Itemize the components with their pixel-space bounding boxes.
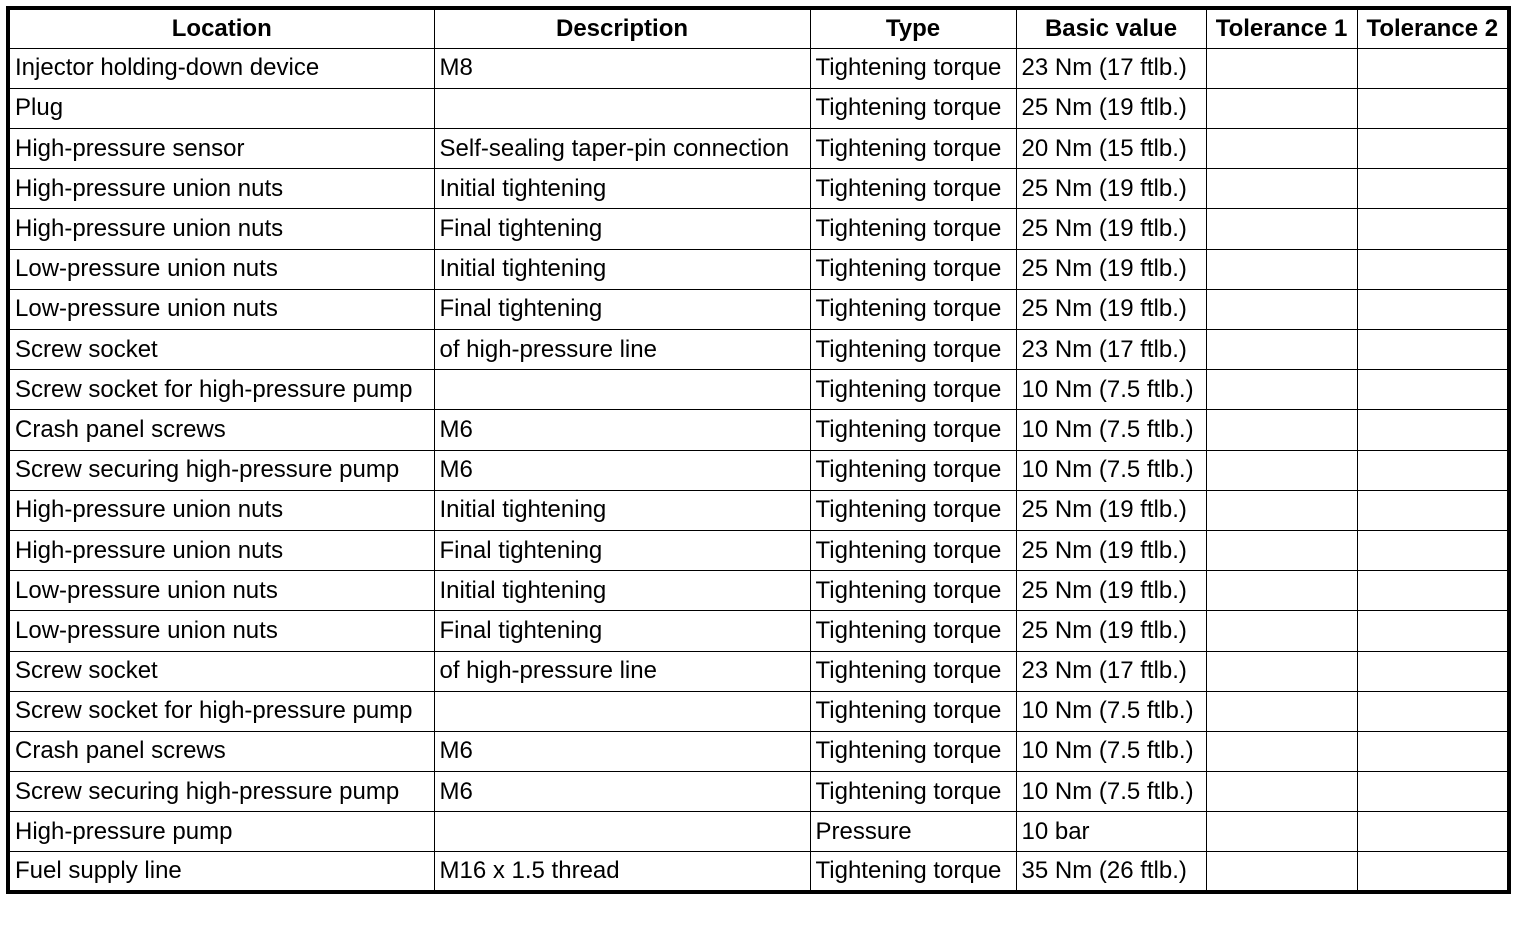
cell-type: Tightening torque — [810, 772, 1016, 812]
cell-type: Tightening torque — [810, 530, 1016, 570]
cell-tolerance-1 — [1206, 812, 1357, 852]
cell-basic-value: 25 Nm (19 ftlb.) — [1016, 530, 1206, 570]
cell-tolerance-1 — [1206, 651, 1357, 691]
cell-tolerance-1 — [1206, 731, 1357, 771]
cell-tolerance-2 — [1357, 209, 1509, 249]
cell-location: Crash panel screws — [8, 731, 434, 771]
cell-location: Low-pressure union nuts — [8, 611, 434, 651]
cell-description — [434, 88, 810, 128]
cell-tolerance-1 — [1206, 129, 1357, 169]
table-row — [8, 88, 1509, 128]
cell-description: Final tightening — [434, 611, 810, 651]
header-tolerance-1: Tolerance 1 — [1206, 8, 1357, 48]
cell-description: M8 — [434, 48, 810, 88]
cell-type: Tightening torque — [810, 169, 1016, 209]
cell-location: Low-pressure union nuts — [8, 289, 434, 329]
cell-location: Screw securing high-pressure pump — [8, 450, 434, 490]
cell-description: Self-sealing taper-pin connection — [434, 129, 810, 169]
cell-tolerance-1 — [1206, 330, 1357, 370]
cell-type: Tightening torque — [810, 731, 1016, 771]
cell-location: Plug — [8, 88, 434, 128]
cell-description: Initial tightening — [434, 490, 810, 530]
table-row — [8, 530, 1509, 570]
table-row — [8, 209, 1509, 249]
table-row — [8, 611, 1509, 651]
cell-tolerance-1 — [1206, 289, 1357, 329]
cell-description: of high-pressure line — [434, 651, 810, 691]
cell-description: Final tightening — [434, 530, 810, 570]
cell-type: Tightening torque — [810, 651, 1016, 691]
cell-description — [434, 691, 810, 731]
cell-location: High-pressure union nuts — [8, 530, 434, 570]
table-row — [8, 370, 1509, 410]
header-location: Location — [8, 8, 434, 48]
cell-basic-value: 25 Nm (19 ftlb.) — [1016, 289, 1206, 329]
table-body — [8, 48, 1509, 892]
cell-location: Screw securing high-pressure pump — [8, 772, 434, 812]
cell-location: Low-pressure union nuts — [8, 571, 434, 611]
cell-tolerance-1 — [1206, 530, 1357, 570]
cell-type: Tightening torque — [810, 410, 1016, 450]
cell-basic-value: 10 Nm (7.5 ftlb.) — [1016, 450, 1206, 490]
cell-location: Crash panel screws — [8, 410, 434, 450]
cell-basic-value: 25 Nm (19 ftlb.) — [1016, 571, 1206, 611]
cell-basic-value: 10 Nm (7.5 ftlb.) — [1016, 370, 1206, 410]
cell-tolerance-1 — [1206, 249, 1357, 289]
cell-type: Tightening torque — [810, 330, 1016, 370]
cell-tolerance-2 — [1357, 611, 1509, 651]
cell-tolerance-1 — [1206, 88, 1357, 128]
cell-tolerance-2 — [1357, 88, 1509, 128]
cell-tolerance-1 — [1206, 48, 1357, 88]
header-row — [8, 8, 1509, 48]
cell-basic-value: 20 Nm (15 ftlb.) — [1016, 129, 1206, 169]
table-row — [8, 289, 1509, 329]
cell-basic-value: 10 Nm (7.5 ftlb.) — [1016, 691, 1206, 731]
cell-tolerance-1 — [1206, 490, 1357, 530]
cell-description — [434, 812, 810, 852]
cell-tolerance-2 — [1357, 450, 1509, 490]
cell-tolerance-1 — [1206, 169, 1357, 209]
cell-type: Tightening torque — [810, 571, 1016, 611]
cell-location: High-pressure pump — [8, 812, 434, 852]
cell-type: Tightening torque — [810, 249, 1016, 289]
cell-basic-value: 10 Nm (7.5 ftlb.) — [1016, 731, 1206, 771]
cell-tolerance-1 — [1206, 852, 1357, 892]
header-description: Description — [434, 8, 810, 48]
table-row — [8, 731, 1509, 771]
cell-basic-value: 23 Nm (17 ftlb.) — [1016, 48, 1206, 88]
cell-tolerance-1 — [1206, 370, 1357, 410]
cell-type: Tightening torque — [810, 370, 1016, 410]
cell-type: Pressure — [810, 812, 1016, 852]
table-row — [8, 651, 1509, 691]
cell-description: Initial tightening — [434, 169, 810, 209]
cell-tolerance-2 — [1357, 490, 1509, 530]
cell-basic-value: 10 bar — [1016, 812, 1206, 852]
cell-tolerance-2 — [1357, 410, 1509, 450]
table-row — [8, 330, 1509, 370]
cell-basic-value: 10 Nm (7.5 ftlb.) — [1016, 772, 1206, 812]
cell-tolerance-2 — [1357, 691, 1509, 731]
cell-tolerance-2 — [1357, 169, 1509, 209]
cell-location: Screw socket — [8, 330, 434, 370]
cell-tolerance-2 — [1357, 812, 1509, 852]
cell-location: High-pressure union nuts — [8, 490, 434, 530]
cell-basic-value: 25 Nm (19 ftlb.) — [1016, 169, 1206, 209]
cell-basic-value: 25 Nm (19 ftlb.) — [1016, 249, 1206, 289]
cell-tolerance-2 — [1357, 571, 1509, 611]
cell-tolerance-2 — [1357, 852, 1509, 892]
cell-basic-value: 25 Nm (19 ftlb.) — [1016, 490, 1206, 530]
cell-tolerance-1 — [1206, 450, 1357, 490]
cell-tolerance-1 — [1206, 611, 1357, 651]
cell-tolerance-2 — [1357, 370, 1509, 410]
cell-type: Tightening torque — [810, 209, 1016, 249]
header-basic-value: Basic value — [1016, 8, 1206, 48]
header-type: Type — [810, 8, 1016, 48]
cell-basic-value: 35 Nm (26 ftlb.) — [1016, 852, 1206, 892]
cell-type: Tightening torque — [810, 611, 1016, 651]
cell-type: Tightening torque — [810, 852, 1016, 892]
table-row — [8, 410, 1509, 450]
table-row — [8, 691, 1509, 731]
cell-type: Tightening torque — [810, 88, 1016, 128]
cell-basic-value: 25 Nm (19 ftlb.) — [1016, 611, 1206, 651]
cell-description: Initial tightening — [434, 249, 810, 289]
cell-description: of high-pressure line — [434, 330, 810, 370]
cell-tolerance-2 — [1357, 772, 1509, 812]
cell-tolerance-1 — [1206, 691, 1357, 731]
cell-type: Tightening torque — [810, 450, 1016, 490]
cell-basic-value: 23 Nm (17 ftlb.) — [1016, 330, 1206, 370]
cell-tolerance-2 — [1357, 530, 1509, 570]
cell-description: Final tightening — [434, 209, 810, 249]
cell-location: High-pressure union nuts — [8, 169, 434, 209]
cell-location: Fuel supply line — [8, 852, 434, 892]
cell-description: M16 x 1.5 thread — [434, 852, 810, 892]
cell-basic-value: 25 Nm (19 ftlb.) — [1016, 88, 1206, 128]
cell-tolerance-1 — [1206, 772, 1357, 812]
cell-tolerance-1 — [1206, 571, 1357, 611]
cell-tolerance-2 — [1357, 289, 1509, 329]
table-row — [8, 169, 1509, 209]
cell-tolerance-1 — [1206, 410, 1357, 450]
cell-location: Low-pressure union nuts — [8, 249, 434, 289]
cell-tolerance-1 — [1206, 209, 1357, 249]
cell-type: Tightening torque — [810, 490, 1016, 530]
cell-location: Screw socket for high-pressure pump — [8, 370, 434, 410]
table-row — [8, 48, 1509, 88]
cell-description — [434, 370, 810, 410]
cell-tolerance-2 — [1357, 651, 1509, 691]
cell-location: High-pressure sensor — [8, 129, 434, 169]
cell-basic-value: 23 Nm (17 ftlb.) — [1016, 651, 1206, 691]
cell-tolerance-2 — [1357, 330, 1509, 370]
cell-type: Tightening torque — [810, 289, 1016, 329]
cell-location: Injector holding-down device — [8, 48, 434, 88]
cell-description: Final tightening — [434, 289, 810, 329]
cell-location: Screw socket for high-pressure pump — [8, 691, 434, 731]
cell-tolerance-2 — [1357, 48, 1509, 88]
table-row — [8, 571, 1509, 611]
table-header — [8, 8, 1509, 48]
torque-spec-table — [6, 6, 1511, 894]
cell-type: Tightening torque — [810, 691, 1016, 731]
table-row — [8, 129, 1509, 169]
table-row — [8, 812, 1509, 852]
table-row — [8, 772, 1509, 812]
cell-type: Tightening torque — [810, 129, 1016, 169]
cell-tolerance-2 — [1357, 129, 1509, 169]
table-row — [8, 852, 1509, 892]
cell-basic-value: 10 Nm (7.5 ftlb.) — [1016, 410, 1206, 450]
cell-tolerance-2 — [1357, 731, 1509, 771]
cell-description: M6 — [434, 410, 810, 450]
cell-location: Screw socket — [8, 651, 434, 691]
cell-basic-value: 25 Nm (19 ftlb.) — [1016, 209, 1206, 249]
cell-description: M6 — [434, 731, 810, 771]
cell-location: High-pressure union nuts — [8, 209, 434, 249]
table-row — [8, 249, 1509, 289]
cell-type: Tightening torque — [810, 48, 1016, 88]
cell-description: M6 — [434, 772, 810, 812]
table-row — [8, 450, 1509, 490]
header-tolerance-2: Tolerance 2 — [1357, 8, 1509, 48]
cell-tolerance-2 — [1357, 249, 1509, 289]
table-row — [8, 490, 1509, 530]
cell-description: M6 — [434, 450, 810, 490]
cell-description: Initial tightening — [434, 571, 810, 611]
